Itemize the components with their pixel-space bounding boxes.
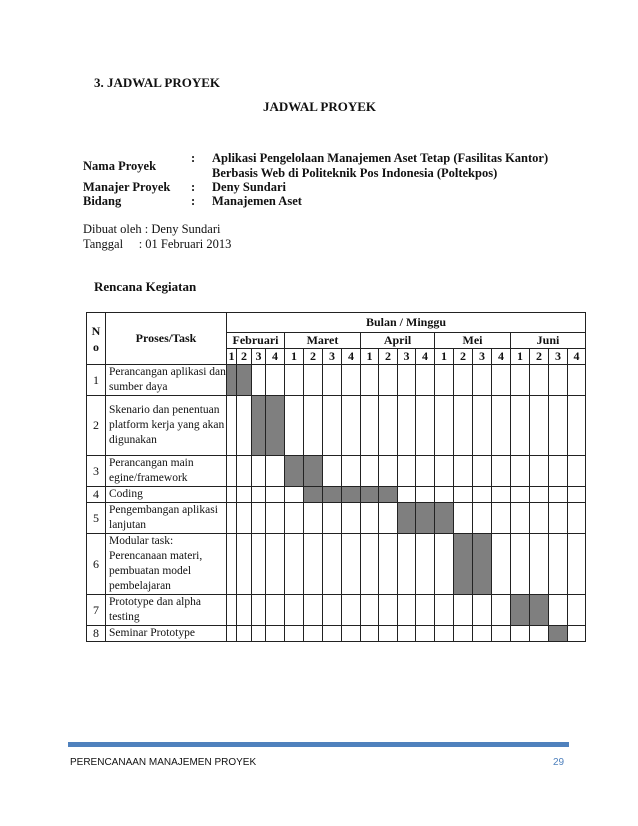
gantt-empty-cell [342,626,361,642]
month-header-februari: Februari [227,333,285,349]
week-label: 4 [416,349,435,365]
task-name: Perancangan aplikasi dan sumber daya [106,365,227,396]
gantt-empty-cell [304,626,323,642]
gantt-bar-cell [530,595,549,626]
table-row [87,487,586,503]
gantt-empty-cell [492,487,511,503]
gantt-empty-cell [285,626,304,642]
gantt-empty-cell [473,595,492,626]
gantt-empty-cell [549,503,568,534]
gantt-empty-cell [492,503,511,534]
gantt-empty-cell [435,626,454,642]
gantt-empty-cell [398,595,416,626]
nama-proyek-value-line2: Berbasis Web di Politeknik Pos Indonesia (Poltekpos) [212,166,498,180]
gantt-empty-cell [379,365,398,396]
gantt-empty-cell [530,626,549,642]
task-name: Seminar Prototype [106,626,227,642]
gantt-empty-cell [511,365,530,396]
gantt-empty-cell [237,487,252,503]
gantt-empty-cell [323,595,342,626]
week-label: 1 [285,349,304,365]
gantt-bar-cell [227,365,237,396]
gantt-empty-cell [304,396,323,456]
gantt-empty-cell [530,534,549,595]
table-row [87,365,586,396]
gantt-empty-cell [252,456,266,487]
gantt-bar-cell [252,396,266,456]
dibuat-oleh: Dibuat oleh : Deny Sundari [83,222,221,236]
gantt-empty-cell [342,456,361,487]
week-label: 2 [454,349,473,365]
gantt-bar-cell [379,487,398,503]
gantt-bar-cell [549,626,568,642]
gantt-empty-cell [568,487,586,503]
gantt-empty-cell [568,396,586,456]
gantt-empty-cell [549,487,568,503]
week-label: 1 [361,349,379,365]
task-name: Pengembangan aplikasi lanjutan [106,503,227,534]
week-label: 1 [435,349,454,365]
gantt-empty-cell [454,396,473,456]
week-label: 1 [511,349,530,365]
gantt-empty-cell [435,365,454,396]
gantt-empty-cell [323,396,342,456]
gantt-empty-cell [511,626,530,642]
gantt-empty-cell [379,503,398,534]
week-label: 4 [342,349,361,365]
gantt-empty-cell [323,456,342,487]
table-row [87,456,586,487]
month-header-maret: Maret [285,333,361,349]
week-label: 2 [379,349,398,365]
gantt-empty-cell [342,534,361,595]
gantt-empty-cell [323,534,342,595]
gantt-empty-cell [227,456,237,487]
gantt-bar-cell [398,503,416,534]
gantt-empty-cell [361,595,379,626]
gantt-empty-cell [252,365,266,396]
gantt-empty-cell [285,595,304,626]
no-header-line1: N [91,323,101,338]
gantt-empty-cell [454,365,473,396]
week-label: 4 [492,349,511,365]
week-label: 3 [549,349,568,365]
gantt-empty-cell [342,396,361,456]
footer-title: PERENCANAAN MANAJEMEN PROYEK [70,757,257,768]
gantt-bar-cell [342,487,361,503]
month-header-mei: Mei [435,333,511,349]
gantt-empty-cell [549,595,568,626]
gantt-bar-cell [416,503,435,534]
page-number: 29 [553,757,565,768]
week-label: 3 [323,349,342,365]
row-number: 3 [87,456,106,487]
gantt-empty-cell [361,626,379,642]
gantt-empty-cell [530,487,549,503]
gantt-empty-cell [435,396,454,456]
bidang-value: Manajemen Aset [212,194,302,208]
gantt-bar-cell [323,487,342,503]
gantt-empty-cell [416,365,435,396]
period-header: Bulan / Minggu [227,313,586,333]
gantt-empty-cell [379,456,398,487]
gantt-empty-cell [416,595,435,626]
gantt-empty-cell [379,534,398,595]
month-header-juni: Juni [511,333,586,349]
gantt-empty-cell [549,456,568,487]
gantt-empty-cell [492,626,511,642]
gantt-empty-cell [252,595,266,626]
gantt-empty-cell [492,396,511,456]
gantt-empty-cell [227,595,237,626]
row-number: 1 [87,365,106,396]
gantt-bar-cell [454,534,473,595]
nama-proyek-label: Nama Proyek [83,159,157,173]
gantt-empty-cell [473,456,492,487]
gantt-empty-cell [454,626,473,642]
gantt-empty-cell [473,396,492,456]
footer-divider [68,742,569,747]
gantt-empty-cell [361,534,379,595]
gantt-empty-cell [454,503,473,534]
gantt-empty-cell [398,456,416,487]
gantt-empty-cell [379,595,398,626]
nama-proyek-value-line1: Aplikasi Pengelolaan Manajemen Aset Tetap (Fasilitas Kantor) [212,151,549,165]
gantt-empty-cell [285,487,304,503]
gantt-empty-cell [252,503,266,534]
gantt-empty-cell [416,626,435,642]
manajer-proyek-colon: : [191,180,196,194]
task-name: Prototype dan alpha testing [106,595,227,626]
gantt-empty-cell [473,487,492,503]
gantt-empty-cell [304,365,323,396]
row-number: 4 [87,487,106,503]
gantt-empty-cell [511,487,530,503]
gantt-empty-cell [266,503,285,534]
task-header: Proses/Task [106,313,227,365]
gantt-empty-cell [237,534,252,595]
no-header-line2: o [93,339,99,354]
gantt-bar-cell [304,456,323,487]
bidang-colon: : [191,194,196,208]
gantt-empty-cell [568,534,586,595]
week-label: 2 [237,349,252,365]
document-title: JADWAL PROYEK [263,99,377,114]
week-label: 3 [398,349,416,365]
week-label: 4 [568,349,586,365]
gantt-empty-cell [266,456,285,487]
bidang-label: Bidang [83,194,122,208]
gantt-empty-cell [473,503,492,534]
gantt-empty-cell [323,626,342,642]
gantt-empty-cell [398,487,416,503]
gantt-empty-cell [530,456,549,487]
gantt-bar-cell [304,487,323,503]
gantt-empty-cell [416,487,435,503]
gantt-empty-cell [530,503,549,534]
week-label: 1 [228,349,235,363]
gantt-empty-cell [492,534,511,595]
gantt-empty-cell [227,503,237,534]
gantt-empty-cell [304,595,323,626]
gantt-empty-cell [473,626,492,642]
gantt-empty-cell [511,503,530,534]
gantt-empty-cell [454,595,473,626]
week-label: 3 [473,349,492,365]
task-name: Coding [106,487,227,503]
gantt-empty-cell [227,534,237,595]
gantt-empty-cell [549,534,568,595]
gantt-bar-cell [435,503,454,534]
gantt-empty-cell [323,503,342,534]
table-row [87,534,586,595]
task-name: Skenario dan penentuan platform kerja yang akan digunakan [106,396,227,456]
gantt-empty-cell [568,595,586,626]
gantt-empty-cell [237,456,252,487]
week-label: 4 [266,349,285,365]
gantt-empty-cell [252,626,266,642]
gantt-bar-cell [285,456,304,487]
gantt-empty-cell [237,595,252,626]
gantt-empty-cell [252,534,266,595]
gantt-empty-cell [454,456,473,487]
gantt-bar-cell [511,595,530,626]
gantt-empty-cell [227,487,237,503]
gantt-empty-cell [530,365,549,396]
gantt-empty-cell [379,396,398,456]
no-header [87,313,106,365]
gantt-empty-cell [568,503,586,534]
gantt-empty-cell [266,595,285,626]
gantt-empty-cell [492,595,511,626]
gantt-empty-cell [285,365,304,396]
gantt-empty-cell [361,456,379,487]
gantt-empty-cell [285,534,304,595]
gantt-empty-cell [379,626,398,642]
table-row [87,595,586,626]
task-name: Perancangan main egine/framework [106,456,227,487]
gantt-empty-cell [227,626,237,642]
gantt-empty-cell [266,487,285,503]
week-label: 2 [304,349,323,365]
gantt-empty-cell [285,503,304,534]
gantt-bar-cell [237,365,252,396]
gantt-empty-cell [530,396,549,456]
gantt-empty-cell [342,503,361,534]
gantt-empty-cell [435,534,454,595]
gantt-empty-cell [549,396,568,456]
gantt-empty-cell [473,365,492,396]
gantt-empty-cell [398,365,416,396]
gantt-empty-cell [435,595,454,626]
gantt-empty-cell [398,534,416,595]
gantt-empty-cell [492,456,511,487]
gantt-empty-cell [237,396,252,456]
section-heading: 3. JADWAL PROYEK [94,75,221,90]
gantt-empty-cell [266,365,285,396]
gantt-empty-cell [266,626,285,642]
manajer-proyek-label: Manajer Proyek [83,180,171,194]
gantt-empty-cell [361,396,379,456]
gantt-bar-cell [266,396,285,456]
gantt-empty-cell [342,595,361,626]
gantt-empty-cell [568,626,586,642]
gantt-empty-cell [266,534,285,595]
row-number: 7 [87,595,106,626]
gantt-empty-cell [511,456,530,487]
gantt-empty-cell [323,365,342,396]
gantt-empty-cell [398,396,416,456]
gantt-empty-cell [361,365,379,396]
header-row-period [87,313,586,333]
week-label: 2 [530,349,549,365]
gantt-empty-cell [304,534,323,595]
table-row [87,396,586,456]
task-name: Modular task: Perencanaan materi, pembuatan model pembelajaran [106,534,227,595]
gantt-empty-cell [398,626,416,642]
nama-proyek-colon: : [191,151,196,165]
row-number: 5 [87,503,106,534]
gantt-empty-cell [454,487,473,503]
gantt-empty-cell [285,396,304,456]
gantt-empty-cell [416,534,435,595]
gantt-empty-cell [492,365,511,396]
gantt-empty-cell [511,396,530,456]
table-row [87,626,586,642]
rencana-kegiatan-heading: Rencana Kegiatan [94,279,197,294]
gantt-bar-cell [361,487,379,503]
gantt-empty-cell [342,365,361,396]
gantt-empty-cell [435,456,454,487]
gantt-bar-cell [473,534,492,595]
gantt-table [86,312,586,642]
gantt-empty-cell [511,534,530,595]
gantt-empty-cell [237,503,252,534]
gantt-empty-cell [435,487,454,503]
gantt-empty-cell [361,503,379,534]
gantt-empty-cell [416,456,435,487]
gantt-empty-cell [237,626,252,642]
gantt-empty-cell [416,396,435,456]
gantt-empty-cell [227,396,237,456]
gantt-empty-cell [252,487,266,503]
row-number: 8 [87,626,106,642]
manajer-proyek-value: Deny Sundari [212,180,286,194]
table-row [87,503,586,534]
gantt-empty-cell [549,365,568,396]
gantt-empty-cell [568,365,586,396]
gantt-empty-cell [568,456,586,487]
tanggal: Tanggal : 01 Februari 2013 [83,237,232,251]
gantt-empty-cell [304,503,323,534]
row-number: 6 [87,534,106,595]
row-number: 2 [87,396,106,456]
week-label: 3 [252,349,266,365]
month-header-april: April [361,333,435,349]
